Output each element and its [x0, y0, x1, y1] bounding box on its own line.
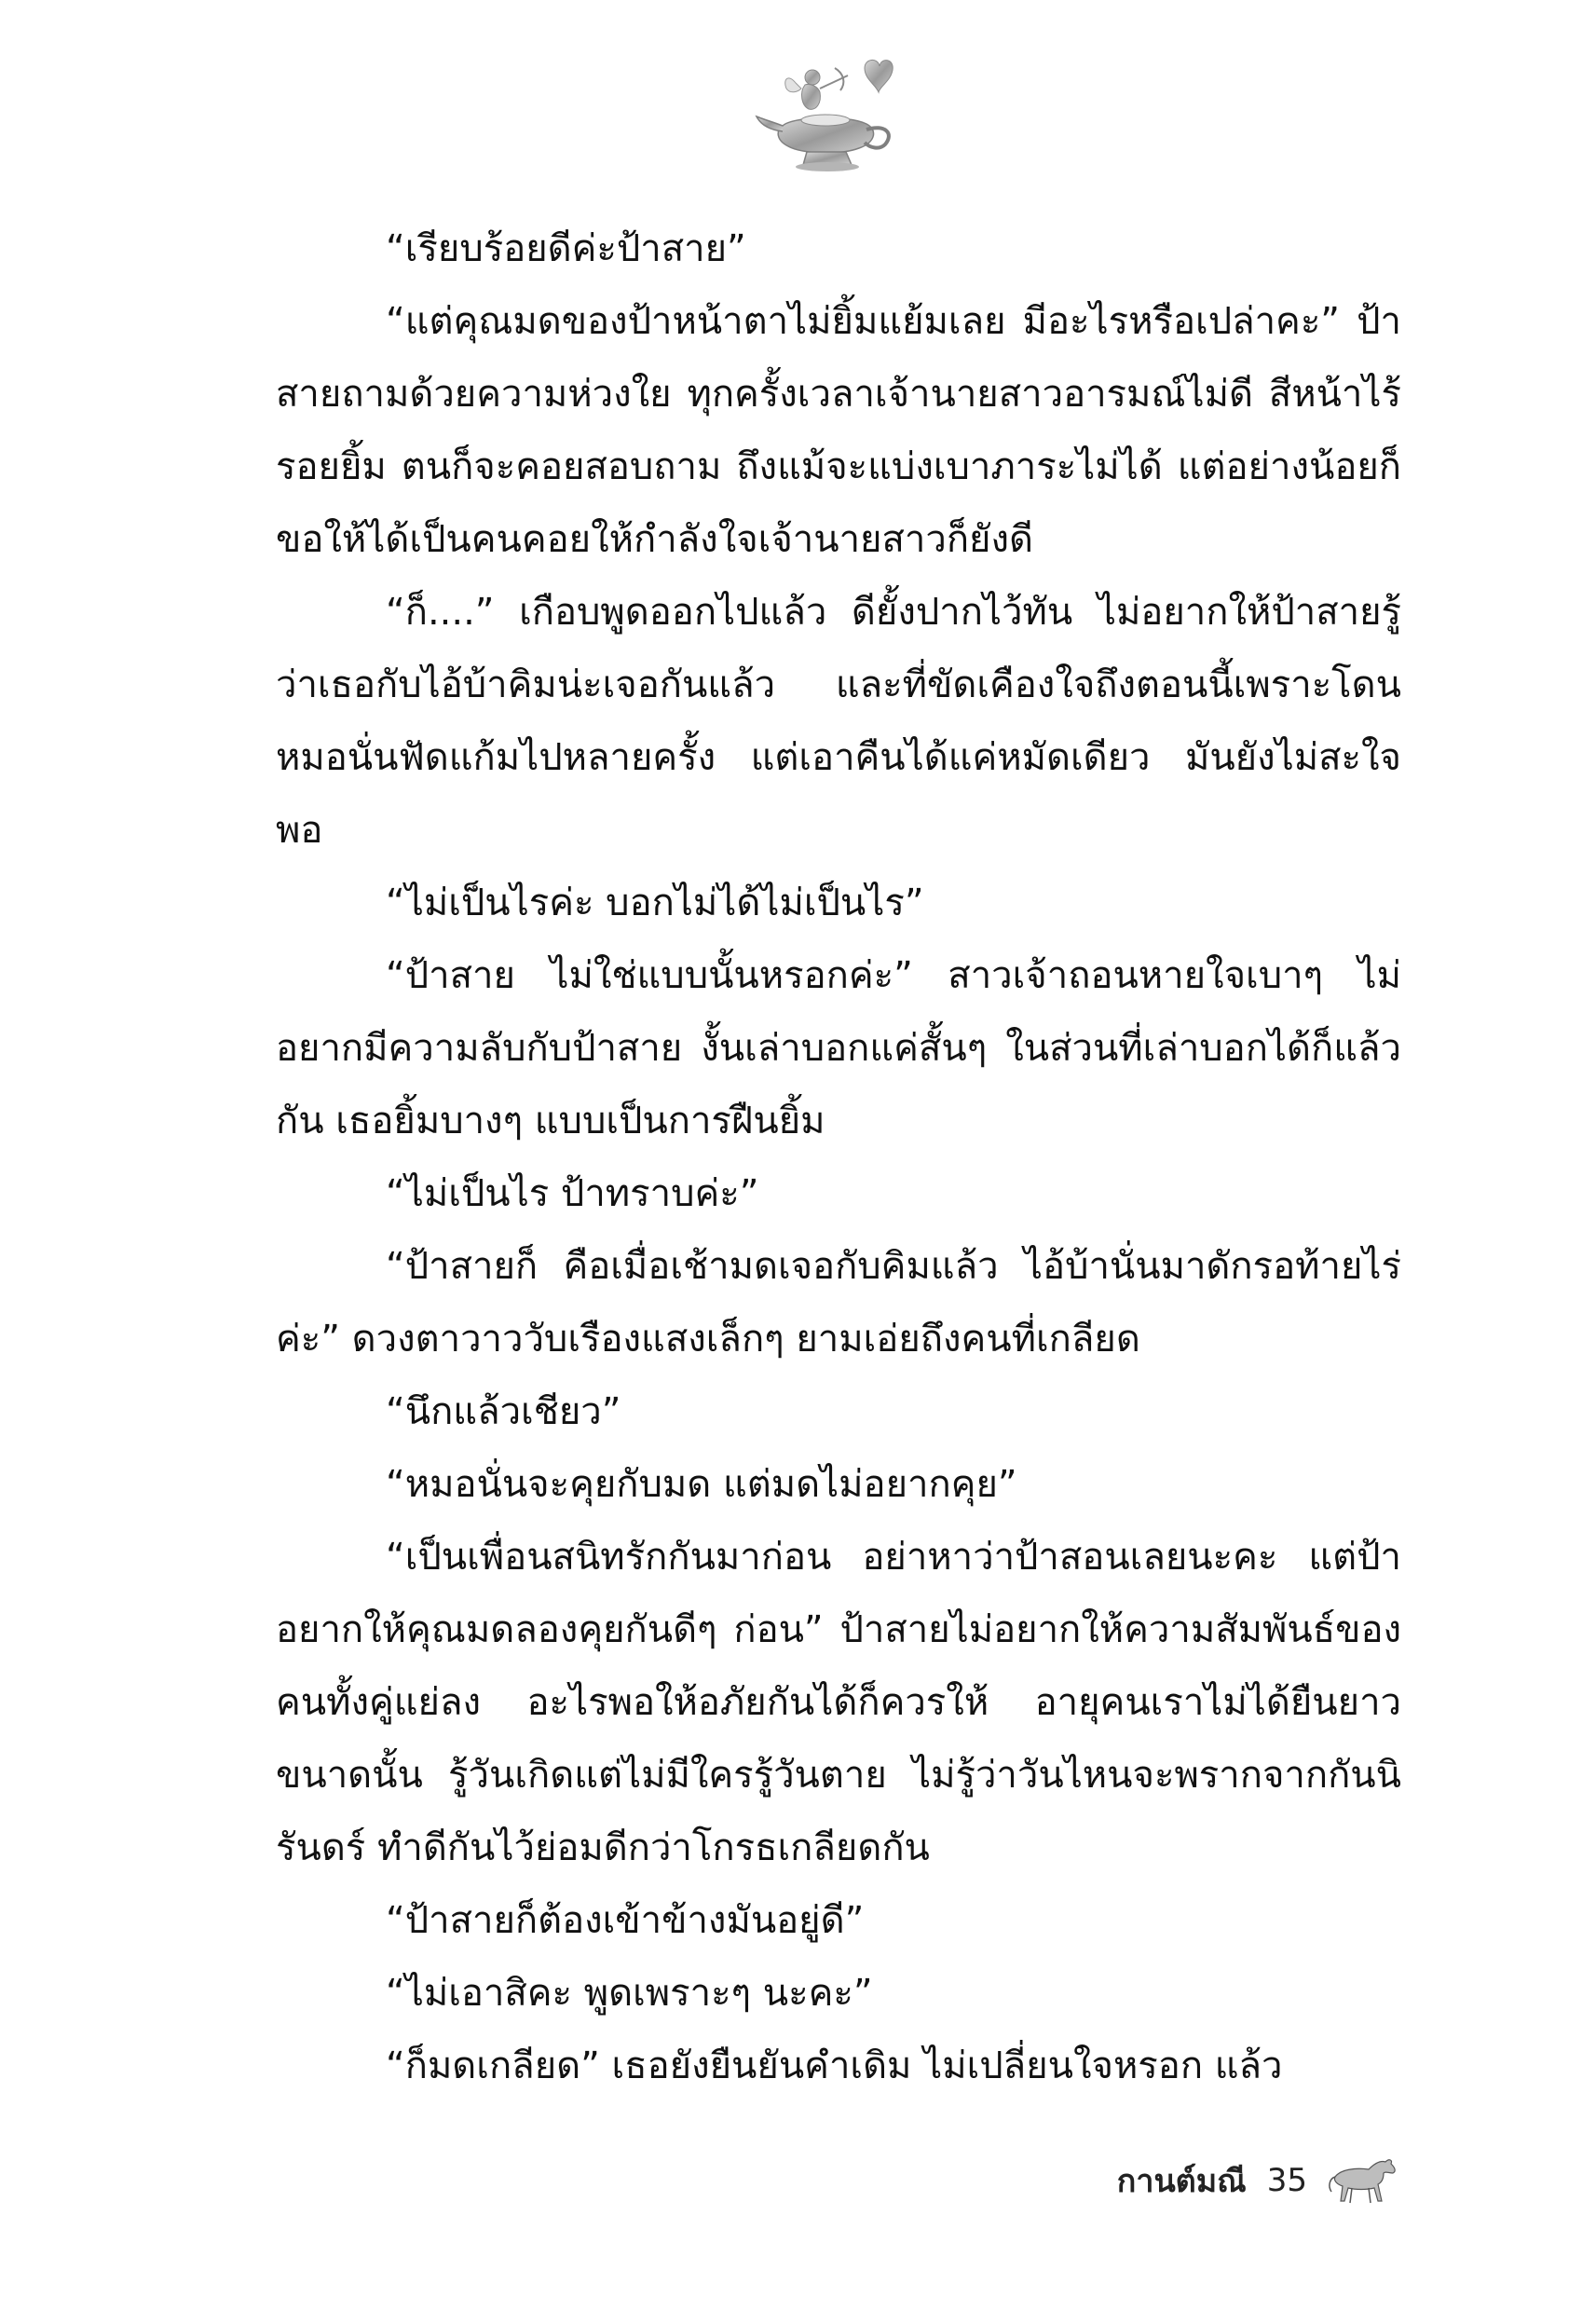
- cupid-teapot-icon: [755, 51, 904, 177]
- paragraph: “ไม่เอาสิคะ พูดเพราะๆ นะคะ”: [386, 1972, 873, 2015]
- paragraph: “เรียบร้อยดีค่ะป้าสาย”: [386, 227, 746, 270]
- paragraph: “ป้าสายก็ คือเมื่อเช้ามดเจอกับคิมแล้ว ไอ้บ้านั่นมาดักรอท้ายไร่ค่ะ” ดวงตาวาววับเรืองแสงเล็กๆ ยามเอ่ยถึงคนที่เกลียด: [276, 1245, 1401, 1361]
- paragraph: “ไม่เป็นไรค่ะ บอกไม่ได้ไม่เป็นไร”: [386, 882, 924, 924]
- horse-icon: [1328, 2153, 1400, 2208]
- paragraph: “ป้าสายก็ต้องเข้าข้างมันอยู่ดี”: [386, 1899, 865, 1942]
- paragraph: “หมอนั่นจะคุยกับมด แต่มดไม่อยากคุย”: [386, 1463, 1017, 1506]
- paragraph: “ก็มดเกลียด” เธอยังยืนยันคำเดิม ไม่เปลี่ยนใจหรอก แล้ว: [386, 2044, 1283, 2087]
- paragraph: “นึกแล้วเชียว”: [386, 1390, 621, 1433]
- page-footer: [1117, 2143, 1400, 2218]
- paragraph: “ป้าสาย ไม่ใช่แบบนั้นหรอกค่ะ” สาวเจ้าถอนหายใจเบาๆ ไม่อยากมีความลับกับป้าสาย งั้นเล่าบอกแค่สั้นๆ ในส่วนที่เล่าบอกได้ก็แล้วกัน เธอยิ้มบางๆ แบบเป็นการฝืนยิ้ม: [276, 954, 1401, 1142]
- paragraph: “ไม่เป็นไร ป้าทราบค่ะ”: [386, 1172, 759, 1215]
- paragraph: “แต่คุณมดของป้าหน้าตาไม่ยิ้มแย้มเลย มีอะไรหรือเปล่าคะ” ป้าสายถามด้วยความห่วงใย ทุกครั้งเวลาเจ้านายสาวอารมณ์ไม่ดี สีหน้าไร้รอยยิ้ม ตนก็จะคอยสอบถาม ถึงแม้จะแบ่งเบาภาระไม่ได้ แต่อย่างน้อยก็ขอให้ได้เป็นคนคอยให้กำลังใจเจ้านายสาวก็ยังดี: [276, 300, 1401, 561]
- paragraph: “ก็....” เกือบพูดออกไปแล้ว ดียั้งปากไว้ทัน ไม่อยากให้ป้าสายรู้ว่าเธอกับไอ้บ้าคิมน่ะเจอกันแล้ว และที่ขัดเคืองใจถึงตอนนี้เพราะโดนหมอนั่นฟัดแก้มไปหลายครั้ง แต่เอาคืนได้แค่หมัดเดียว มันยังไม่สะใจพอ: [276, 591, 1401, 852]
- paragraph: “เป็นเพื่อนสนิทรักกันมาก่อน อย่าหาว่าป้าสอนเลยนะคะ แต่ป้าอยากให้คุณมดลองคุยกันดีๆ ก่อน” ป้าสายไม่อยากให้ความสัมพันธ์ของคนทั้งคู่แย่ลง อะไรพอให้อภัยกันได้ก็ควรให้ อายุคนเราไม่ได้ยืนยาวขนาดนั้น รู้วันเกิดแต่ไม่มีใครรู้วันตาย ไม่รู้ว่าวันไหนจะพรากจากกันนิรันดร์ ทำดีกันไว้ย่อมดีกว่าโกรธเกลียดกัน: [276, 1536, 1401, 1869]
- page-number: 35: [1266, 2162, 1307, 2199]
- body-text: [276, 212, 1401, 2102]
- book-title: กานต์มณี: [1116, 2163, 1247, 2200]
